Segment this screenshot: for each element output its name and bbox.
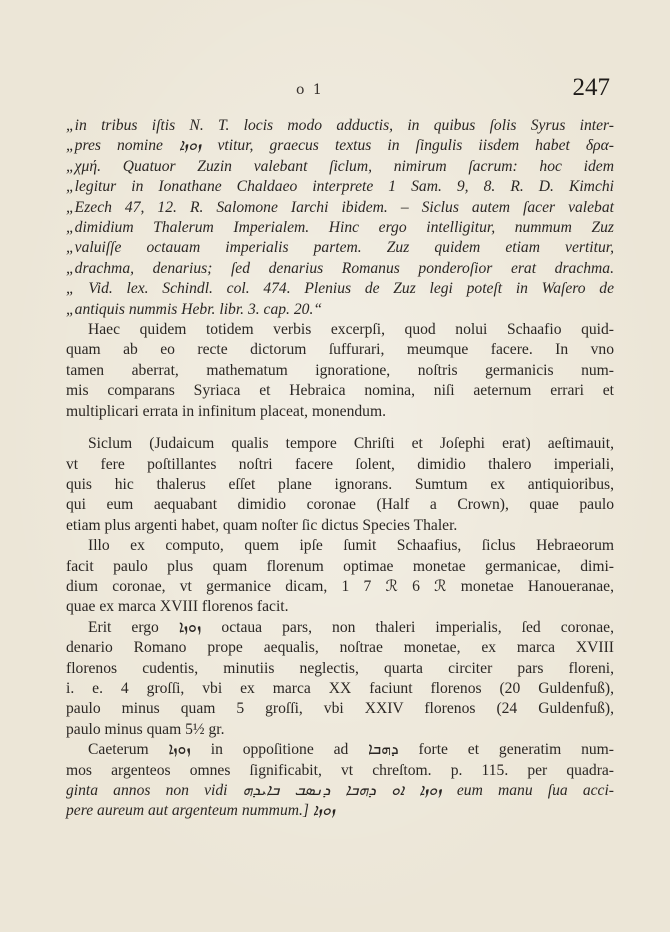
quote-line: „dimidium Thalerum Imperialem. Hinc ergo intelligitur, nummum Zuz bbox=[66, 219, 614, 237]
paragraph-4 bbox=[66, 618, 614, 740]
paragraph-line: quis hic thalerus eſſet plane ignorans. Sumtum ex antiquioribus, bbox=[66, 475, 614, 493]
paragraph-line: dium coronae, vt germanice dicam, 1 7 ℛ 6 ℛ monetae Hanoueranae, bbox=[66, 577, 614, 595]
paragraph-line: i. e. 4 groſſi, vbi ex marca XX faciunt florenos (20 Guldenfuß), bbox=[66, 679, 614, 697]
quote-line: „χμή. Quatuor Zuzin valebant ſiclum, nimirum ſacrum: hoc idem bbox=[66, 157, 614, 175]
paragraph-line: Illo ex computo, quem ipſe ſumit Schaafius, ſiclus Hebraeorum bbox=[88, 537, 614, 555]
quote-line: „antiquis nummis Hebr. libr. 3. cap. 20.“ bbox=[66, 300, 323, 318]
page-body bbox=[66, 116, 614, 822]
paragraph-3 bbox=[66, 536, 614, 618]
quote-line: „drachma, denarius; ſed denarius Romanus ponderoſior erat drachma. bbox=[66, 259, 614, 277]
paragraph-line: Siclum (Judaicum qualis tempore Chriſti et Joſephi erat) aeſtimauit, bbox=[88, 435, 614, 453]
paragraph-line: florenos cudentis, minutiis neglectis, quarta circiter pars floreni, bbox=[66, 659, 614, 677]
paragraph-line: paulo minus quam 5 groſſi, vbi XXIV florenos (24 Guldenfuß), bbox=[66, 700, 614, 718]
paragraph-line: quae ex marca XVIII florenos facit. bbox=[66, 598, 289, 616]
paragraph-line: denario Romano prope aequalis, noſtrae monetae, ex marca XVIII bbox=[66, 639, 614, 657]
quote-line: „valuiſſe octauam imperialis partem. Zuz quidem etiam vertitur, bbox=[66, 239, 614, 257]
paragraph-line: etiam plus argenti habet, quam noſter ſic dictus Species Thaler. bbox=[66, 516, 458, 534]
quoted-passage bbox=[66, 116, 614, 320]
paragraph-line: facit paulo plus quam florenum optimae monetae germanicae, dimi- bbox=[66, 557, 614, 575]
quote-line: „in tribus iſtis N. T. locis modo adductis, in quibus ſolis Syrus inter- bbox=[66, 117, 614, 134]
paragraph-line: tamen aberrat, mathematum ignoratione, noſtris germanicis num- bbox=[66, 361, 614, 379]
paragraph-line: ginta annos non vidi ܙܘܙܐ ܐܘ ܕܗܒܐ ܕܢܣܒ ܒܐܝܕܗ eum manu ſua acci- bbox=[66, 782, 614, 799]
page-header bbox=[60, 74, 610, 108]
signature-mark: o 1 bbox=[296, 82, 324, 98]
paragraph-line: vt fere poſtillantes noſtri facere ſolent, dimidio thalero imperiali, bbox=[66, 455, 614, 473]
paragraph-2 bbox=[66, 434, 614, 536]
paragraph-line: paulo minus quam 5½ gr. bbox=[66, 720, 225, 738]
paragraph-line: mos argenteos omnes ſignificabit, vt chreſtom. p. 115. per quadra- bbox=[66, 761, 614, 779]
paragraph-line: mis comparans Syriaca et Hebraica nomina, niſi aeternum errari et bbox=[66, 382, 614, 400]
quote-line: „pres nomine ܙܘܙܐ vtitur, graecus textus in ſingulis iisdem habet δρα- bbox=[66, 137, 614, 155]
paragraph-1 bbox=[66, 320, 614, 422]
quote-line: „legitur in Ionathane Chaldaeo interprete 1 Sam. 9, 8. R. D. Kimchi bbox=[66, 178, 614, 196]
paragraph-line: qui eum aequabant dimidio coronae (Half a Crown), quae paulo bbox=[66, 496, 614, 514]
quote-line: „ Vid. lex. Schindl. col. 474. Plenius de Zuz legi poteſt in Waſero de bbox=[66, 280, 614, 298]
paragraph-line: multiplicari errata in infinitum placeat, monendum. bbox=[66, 402, 387, 420]
quote-line: „Ezech 47, 12. R. Salomone Iarchi ibidem. – Siclus autem ſacer valebat bbox=[66, 198, 614, 216]
paragraph-line: Haec quidem totidem verbis excerpſi, quod nolui Schaafio quid- bbox=[88, 321, 614, 339]
paragraph-5 bbox=[66, 740, 614, 822]
paragraph-line: Erit ergo ܙܘܙܐ octaua pars, non thaleri imperialis, ſed coronae, bbox=[88, 618, 614, 636]
paragraph-line: Caeterum ܙܘܙܐ in oppoſitione ad ܕܗܒܐ forte et generatim num- bbox=[88, 741, 614, 759]
paragraph-line: pere aureum aut argenteum nummum.] ܙܘܙܐ bbox=[66, 802, 336, 820]
page-number: 247 bbox=[572, 74, 610, 101]
paragraph-line: quam ab eo recte dictorum ſuffurari, meumque facere. In vno bbox=[66, 341, 614, 359]
